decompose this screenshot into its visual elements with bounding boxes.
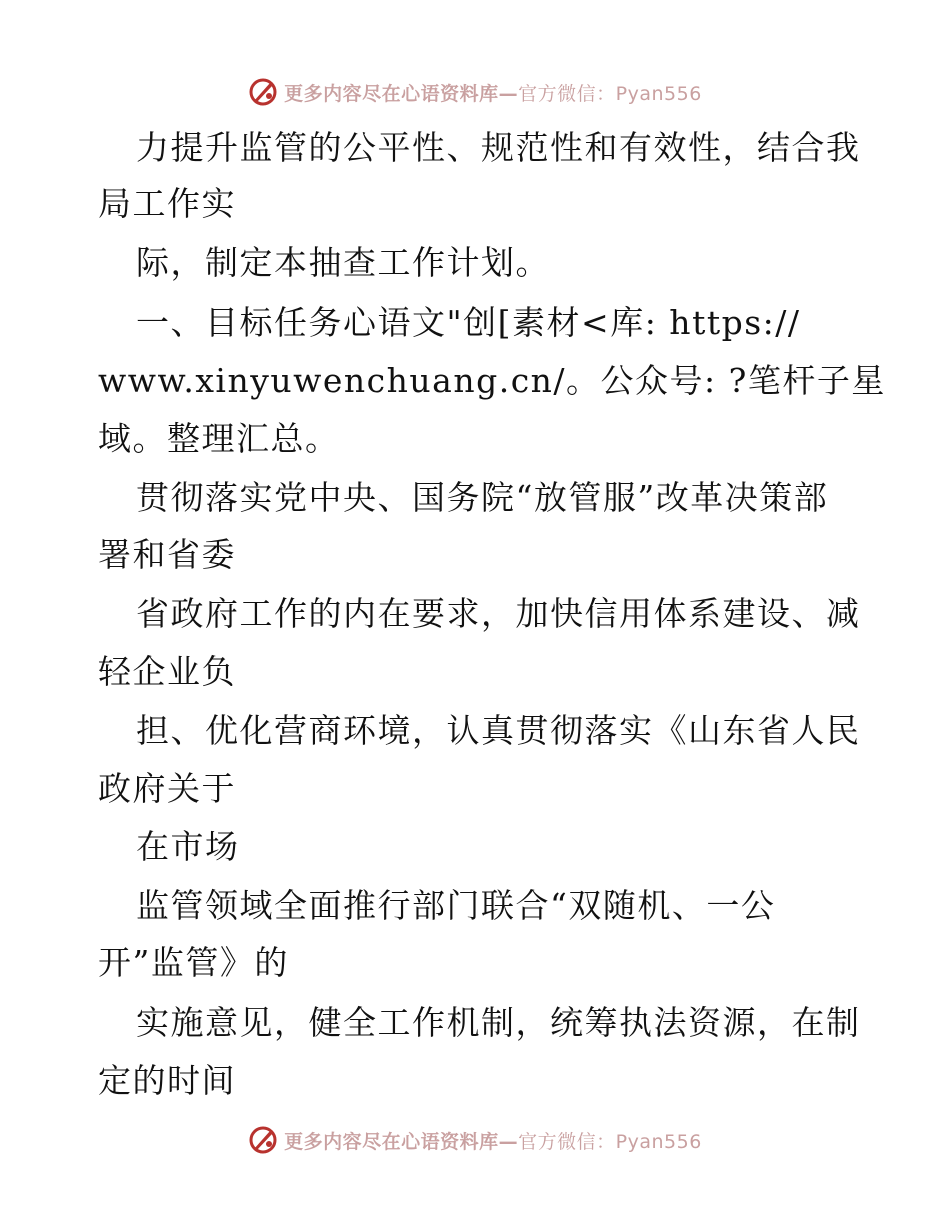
text-line: www.xinyuwenchuang.cn/。公众号: ?笔杆子星 xyxy=(98,361,886,400)
footer-watermark xyxy=(0,1120,950,1160)
text-line: 一、目标任务心语文"创[素材<库: https:// xyxy=(136,303,801,342)
text-line: 开”监管》的 xyxy=(98,943,289,982)
text-line: 定的时间 xyxy=(98,1061,236,1100)
text-line: 在市场 xyxy=(136,827,240,866)
text-line: 担、优化营商环境，认真贯彻落实《山东省人民 xyxy=(136,711,861,750)
text-line: 政府关于 xyxy=(98,769,236,808)
text-line: 实施意见，健全工作机制，统筹执法资源，在制 xyxy=(136,1003,861,1042)
header-watermark xyxy=(0,72,950,112)
text-line: 域。整理汇总。 xyxy=(98,419,340,458)
text-line: 省政府工作的内在要求，加快信用体系建设、减 xyxy=(136,594,861,633)
text-line: 贯彻落实党中央、国务院“放管服”改革决策部 xyxy=(136,478,829,517)
text-line: 轻企业负 xyxy=(98,652,236,691)
text-line: 署和省委 xyxy=(98,535,236,574)
text-line: 力提升监管的公平性、规范性和有效性，结合我 xyxy=(136,128,861,167)
header-watermark-text: 更多内容尽在心语资料库—官方微信：Pyan556 xyxy=(284,82,702,105)
quill-logo-icon xyxy=(248,1125,278,1155)
text-line: 局工作实 xyxy=(98,184,236,223)
footer-watermark-text: 更多内容尽在心语资料库—官方微信：Pyan556 xyxy=(284,1130,702,1153)
text-line: 际，制定本抽查工作计划。 xyxy=(136,243,550,282)
quill-logo-icon xyxy=(248,77,278,107)
text-line: 监管领域全面推行部门联合“双随机、一公 xyxy=(136,886,776,925)
